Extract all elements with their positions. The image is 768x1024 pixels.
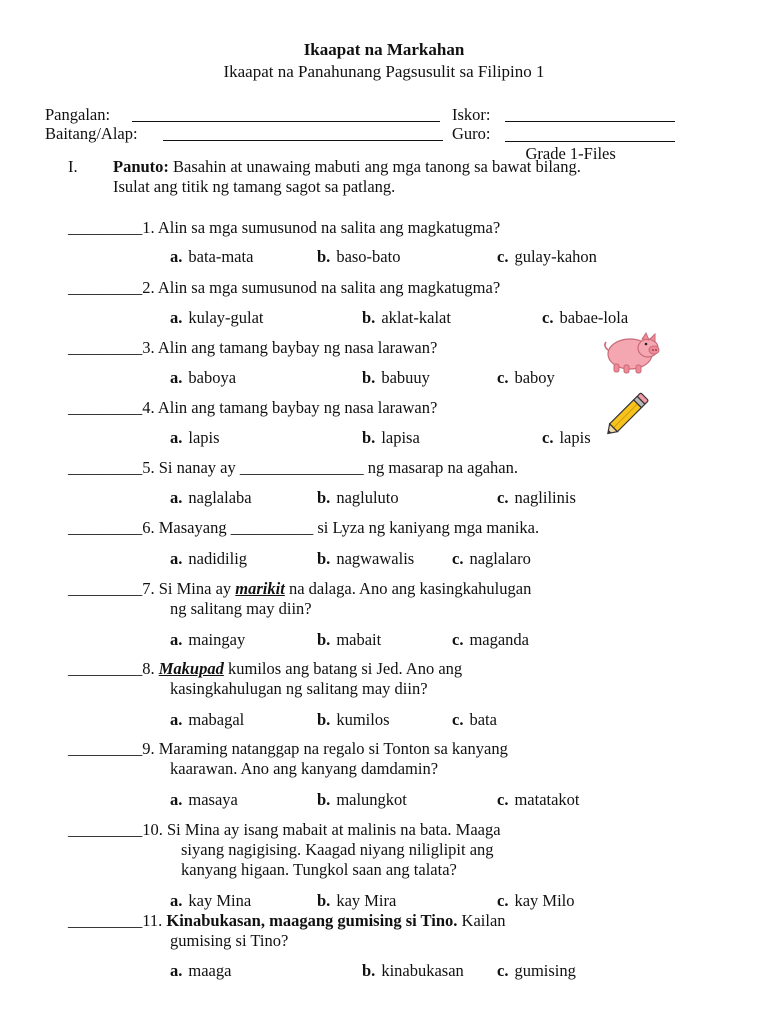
question-5 bbox=[68, 458, 518, 478]
grade-label: Baitang/Alap: bbox=[45, 124, 138, 143]
option-letter: c. bbox=[542, 428, 554, 447]
option-text: baboy bbox=[514, 368, 555, 387]
option-a[interactable] bbox=[170, 630, 245, 650]
question-10-line-3: kanyang higaan. Tungkol saan ang talata? bbox=[181, 860, 457, 879]
question-text-end: Kailan bbox=[461, 911, 506, 930]
question-text: 9. Maraming natanggap na regalo si Tonton sa kanyang bbox=[142, 739, 508, 758]
question-10-line-2: siyang nagigising. Kaagad niyang niliglipit ang bbox=[181, 840, 494, 859]
option-text: kulay-gulat bbox=[188, 308, 264, 327]
page-title: Ikaapat na Markahan bbox=[303, 40, 465, 59]
option-b[interactable] bbox=[317, 710, 390, 730]
option-b[interactable] bbox=[317, 488, 399, 508]
option-text: masaya bbox=[188, 790, 238, 809]
option-text: maingay bbox=[188, 630, 246, 649]
emphasized-word: marikit bbox=[235, 579, 285, 598]
question-text: 1. Alin sa mga sumusunod na salita ang magkatugma? bbox=[142, 218, 501, 237]
option-text: babae-lola bbox=[559, 308, 629, 327]
option-a[interactable] bbox=[170, 549, 247, 569]
option-letter: c. bbox=[497, 247, 509, 266]
option-a[interactable] bbox=[170, 961, 231, 981]
question-9 bbox=[68, 739, 508, 759]
question-11 bbox=[68, 911, 506, 931]
answer-blank[interactable]: _________ bbox=[68, 338, 143, 357]
question-8-line-2: kasingkahulugan ng salitang may diin? bbox=[170, 679, 428, 698]
option-text: nagwawalis bbox=[336, 549, 415, 568]
answer-blank[interactable]: _________ bbox=[68, 579, 143, 598]
answer-blank[interactable]: _________ bbox=[68, 659, 143, 678]
option-letter: b. bbox=[362, 961, 376, 980]
grade-field[interactable] bbox=[163, 124, 443, 141]
question-text-end: ng masarap na agahan. bbox=[367, 458, 518, 477]
question-7 bbox=[68, 579, 531, 599]
option-letter: c. bbox=[452, 630, 464, 649]
option-letter: c. bbox=[542, 308, 554, 327]
option-text: bata bbox=[469, 710, 497, 729]
instructions-text-1: Basahin at unawaing mabuti ang mga tanong sa bawat bilang. bbox=[173, 157, 581, 176]
question-6 bbox=[68, 518, 539, 538]
option-text: naglalaro bbox=[469, 549, 531, 568]
option-letter: b. bbox=[317, 247, 331, 266]
sentence-blank[interactable]: __________ bbox=[230, 518, 314, 537]
answer-blank[interactable]: _________ bbox=[68, 458, 143, 477]
option-c[interactable] bbox=[497, 368, 555, 388]
question-7-line-2: ng salitang may diin? bbox=[170, 599, 312, 618]
option-a[interactable] bbox=[170, 247, 253, 267]
answer-blank[interactable]: _________ bbox=[68, 739, 143, 758]
question-4 bbox=[68, 398, 437, 418]
page-subtitle: Ikaapat na Panahunang Pagsusulit sa Filipino 1 bbox=[223, 62, 545, 81]
option-letter: a. bbox=[170, 549, 183, 568]
pig-icon bbox=[600, 330, 662, 374]
option-b[interactable] bbox=[362, 368, 430, 388]
question-10 bbox=[68, 820, 501, 840]
option-b[interactable] bbox=[362, 428, 420, 448]
option-text: kinabukasan bbox=[381, 961, 464, 980]
option-letter: a. bbox=[170, 961, 183, 980]
option-letter: b. bbox=[317, 790, 331, 809]
option-letter: b. bbox=[317, 630, 331, 649]
option-text: mabagal bbox=[188, 710, 245, 729]
option-text: kay Mira bbox=[336, 891, 397, 910]
option-b[interactable] bbox=[362, 961, 464, 981]
option-letter: b. bbox=[317, 891, 331, 910]
option-text: malungkot bbox=[336, 790, 407, 809]
option-text: maganda bbox=[469, 630, 530, 649]
question-text: 2. Alin sa mga sumusunod na salita ang magkatugma? bbox=[142, 278, 501, 297]
option-c[interactable] bbox=[497, 247, 597, 267]
option-b[interactable] bbox=[317, 549, 414, 569]
option-letter: a. bbox=[170, 308, 183, 327]
option-letter: a. bbox=[170, 790, 183, 809]
option-text: gumising bbox=[514, 961, 576, 980]
option-text: babuuy bbox=[381, 368, 430, 387]
option-c[interactable] bbox=[452, 549, 531, 569]
option-text: lapis bbox=[188, 428, 220, 447]
option-letter: a. bbox=[170, 710, 183, 729]
option-c[interactable] bbox=[497, 961, 576, 981]
emphasized-word: Makupad bbox=[158, 659, 224, 678]
option-text: gulay-kahon bbox=[514, 247, 597, 266]
option-text: kay Milo bbox=[514, 891, 575, 910]
question-text: 4. Alin ang tamang baybay ng nasa larawan? bbox=[142, 398, 438, 417]
option-letter: b. bbox=[317, 710, 331, 729]
option-text: baso-bato bbox=[336, 247, 401, 266]
option-b[interactable] bbox=[317, 891, 396, 911]
score-field[interactable] bbox=[505, 105, 675, 122]
option-letter: b. bbox=[362, 308, 376, 327]
option-a[interactable] bbox=[170, 368, 236, 388]
option-letter: c. bbox=[497, 368, 509, 387]
option-letter: c. bbox=[497, 891, 509, 910]
option-text: nagluluto bbox=[336, 488, 399, 507]
option-text: kay Mina bbox=[188, 891, 252, 910]
option-a[interactable] bbox=[170, 488, 252, 508]
option-text: baboya bbox=[188, 368, 237, 387]
option-letter: a. bbox=[170, 247, 183, 266]
option-c[interactable] bbox=[497, 790, 580, 810]
option-letter: a. bbox=[170, 891, 183, 910]
option-b[interactable] bbox=[317, 630, 381, 650]
question-text-end: si Lyza ng kaniyang mga manika. bbox=[317, 518, 540, 537]
option-letter: b. bbox=[362, 428, 376, 447]
answer-blank[interactable]: _________ bbox=[68, 518, 143, 537]
question-text: 3. Alin ang tamang baybay ng nasa larawan? bbox=[142, 338, 438, 357]
question-text: 10. Si Mina ay isang mabait at malinis na bata. Maaga bbox=[142, 820, 501, 839]
option-letter: c. bbox=[497, 961, 509, 980]
option-letter: a. bbox=[170, 368, 183, 387]
question-11-line-2: gumising si Tino? bbox=[170, 931, 289, 950]
option-c[interactable] bbox=[452, 710, 497, 730]
option-text: matatakot bbox=[514, 790, 580, 809]
section-number: I. bbox=[68, 157, 78, 176]
question-9-line-2: kaarawan. Ano ang kanyang damdamin? bbox=[170, 759, 439, 778]
option-c[interactable] bbox=[542, 308, 628, 328]
option-a[interactable] bbox=[170, 428, 220, 448]
option-c[interactable] bbox=[497, 488, 576, 508]
option-b[interactable] bbox=[362, 308, 451, 328]
pencil-icon bbox=[600, 386, 656, 442]
question-3 bbox=[68, 338, 437, 358]
option-text: naglalaba bbox=[188, 488, 252, 507]
answer-blank[interactable]: _________ bbox=[68, 278, 143, 297]
question-text: 7. Si Mina ay bbox=[142, 579, 232, 598]
option-letter: b. bbox=[317, 488, 331, 507]
option-text: mabait bbox=[336, 630, 382, 649]
answer-blank[interactable]: _________ bbox=[68, 820, 143, 839]
question-1 bbox=[68, 218, 500, 238]
option-letter: c. bbox=[452, 710, 464, 729]
teacher-value: Grade 1-Files bbox=[525, 144, 616, 163]
answer-blank[interactable]: _________ bbox=[68, 218, 143, 237]
option-a[interactable] bbox=[170, 308, 264, 328]
question-8 bbox=[68, 659, 462, 679]
teacher-field[interactable] bbox=[505, 124, 675, 163]
option-letter: c. bbox=[497, 488, 509, 507]
option-a[interactable] bbox=[170, 891, 251, 911]
option-text: maaga bbox=[188, 961, 232, 980]
answer-blank[interactable]: _________ bbox=[68, 398, 143, 417]
option-text: bata-mata bbox=[188, 247, 254, 266]
answer-blank[interactable]: _________ bbox=[68, 911, 143, 930]
question-text-end: kumilos ang batang si Jed. Ano ang bbox=[227, 659, 463, 678]
question-text: 8. bbox=[142, 659, 155, 678]
option-letter: b. bbox=[317, 549, 331, 568]
option-letter: c. bbox=[452, 549, 464, 568]
option-letter: a. bbox=[170, 488, 183, 507]
option-a[interactable] bbox=[170, 710, 244, 730]
name-label: Pangalan: bbox=[45, 105, 111, 124]
option-letter: b. bbox=[362, 368, 376, 387]
question-text: 6. Masayang bbox=[142, 518, 227, 537]
option-text: lapis bbox=[559, 428, 591, 447]
option-text: nadidilig bbox=[188, 549, 248, 568]
option-text: lapisa bbox=[381, 428, 420, 447]
instructions-line-2: Isulat ang titik ng tamang sagot sa patlang. bbox=[113, 177, 396, 196]
bold-sentence: Kinabukasan, maagang gumising si Tino. bbox=[166, 911, 458, 930]
option-a[interactable] bbox=[170, 790, 238, 810]
option-c[interactable] bbox=[497, 891, 575, 911]
option-text: aklat-kalat bbox=[381, 308, 451, 327]
option-text: kumilos bbox=[336, 710, 390, 729]
question-text-end: na dalaga. Ano ang kasingkahulugan bbox=[288, 579, 532, 598]
question-2 bbox=[68, 278, 500, 298]
option-c[interactable] bbox=[452, 630, 529, 650]
option-b[interactable] bbox=[317, 247, 400, 267]
panuto-label: Panuto: bbox=[113, 157, 169, 176]
score-label: Iskor: bbox=[452, 105, 491, 124]
sentence-blank[interactable]: _______________ bbox=[239, 458, 364, 477]
question-text: 11. bbox=[142, 911, 163, 930]
teacher-label: Guro: bbox=[452, 124, 491, 143]
question-text: 5. Si nanay ay bbox=[142, 458, 236, 477]
name-field[interactable] bbox=[132, 105, 440, 122]
option-letter: a. bbox=[170, 428, 183, 447]
option-letter: c. bbox=[497, 790, 509, 809]
option-letter: a. bbox=[170, 630, 183, 649]
option-b[interactable] bbox=[317, 790, 407, 810]
option-text: naglilinis bbox=[514, 488, 576, 507]
instructions-line-1 bbox=[113, 157, 581, 177]
option-c[interactable] bbox=[542, 428, 591, 448]
